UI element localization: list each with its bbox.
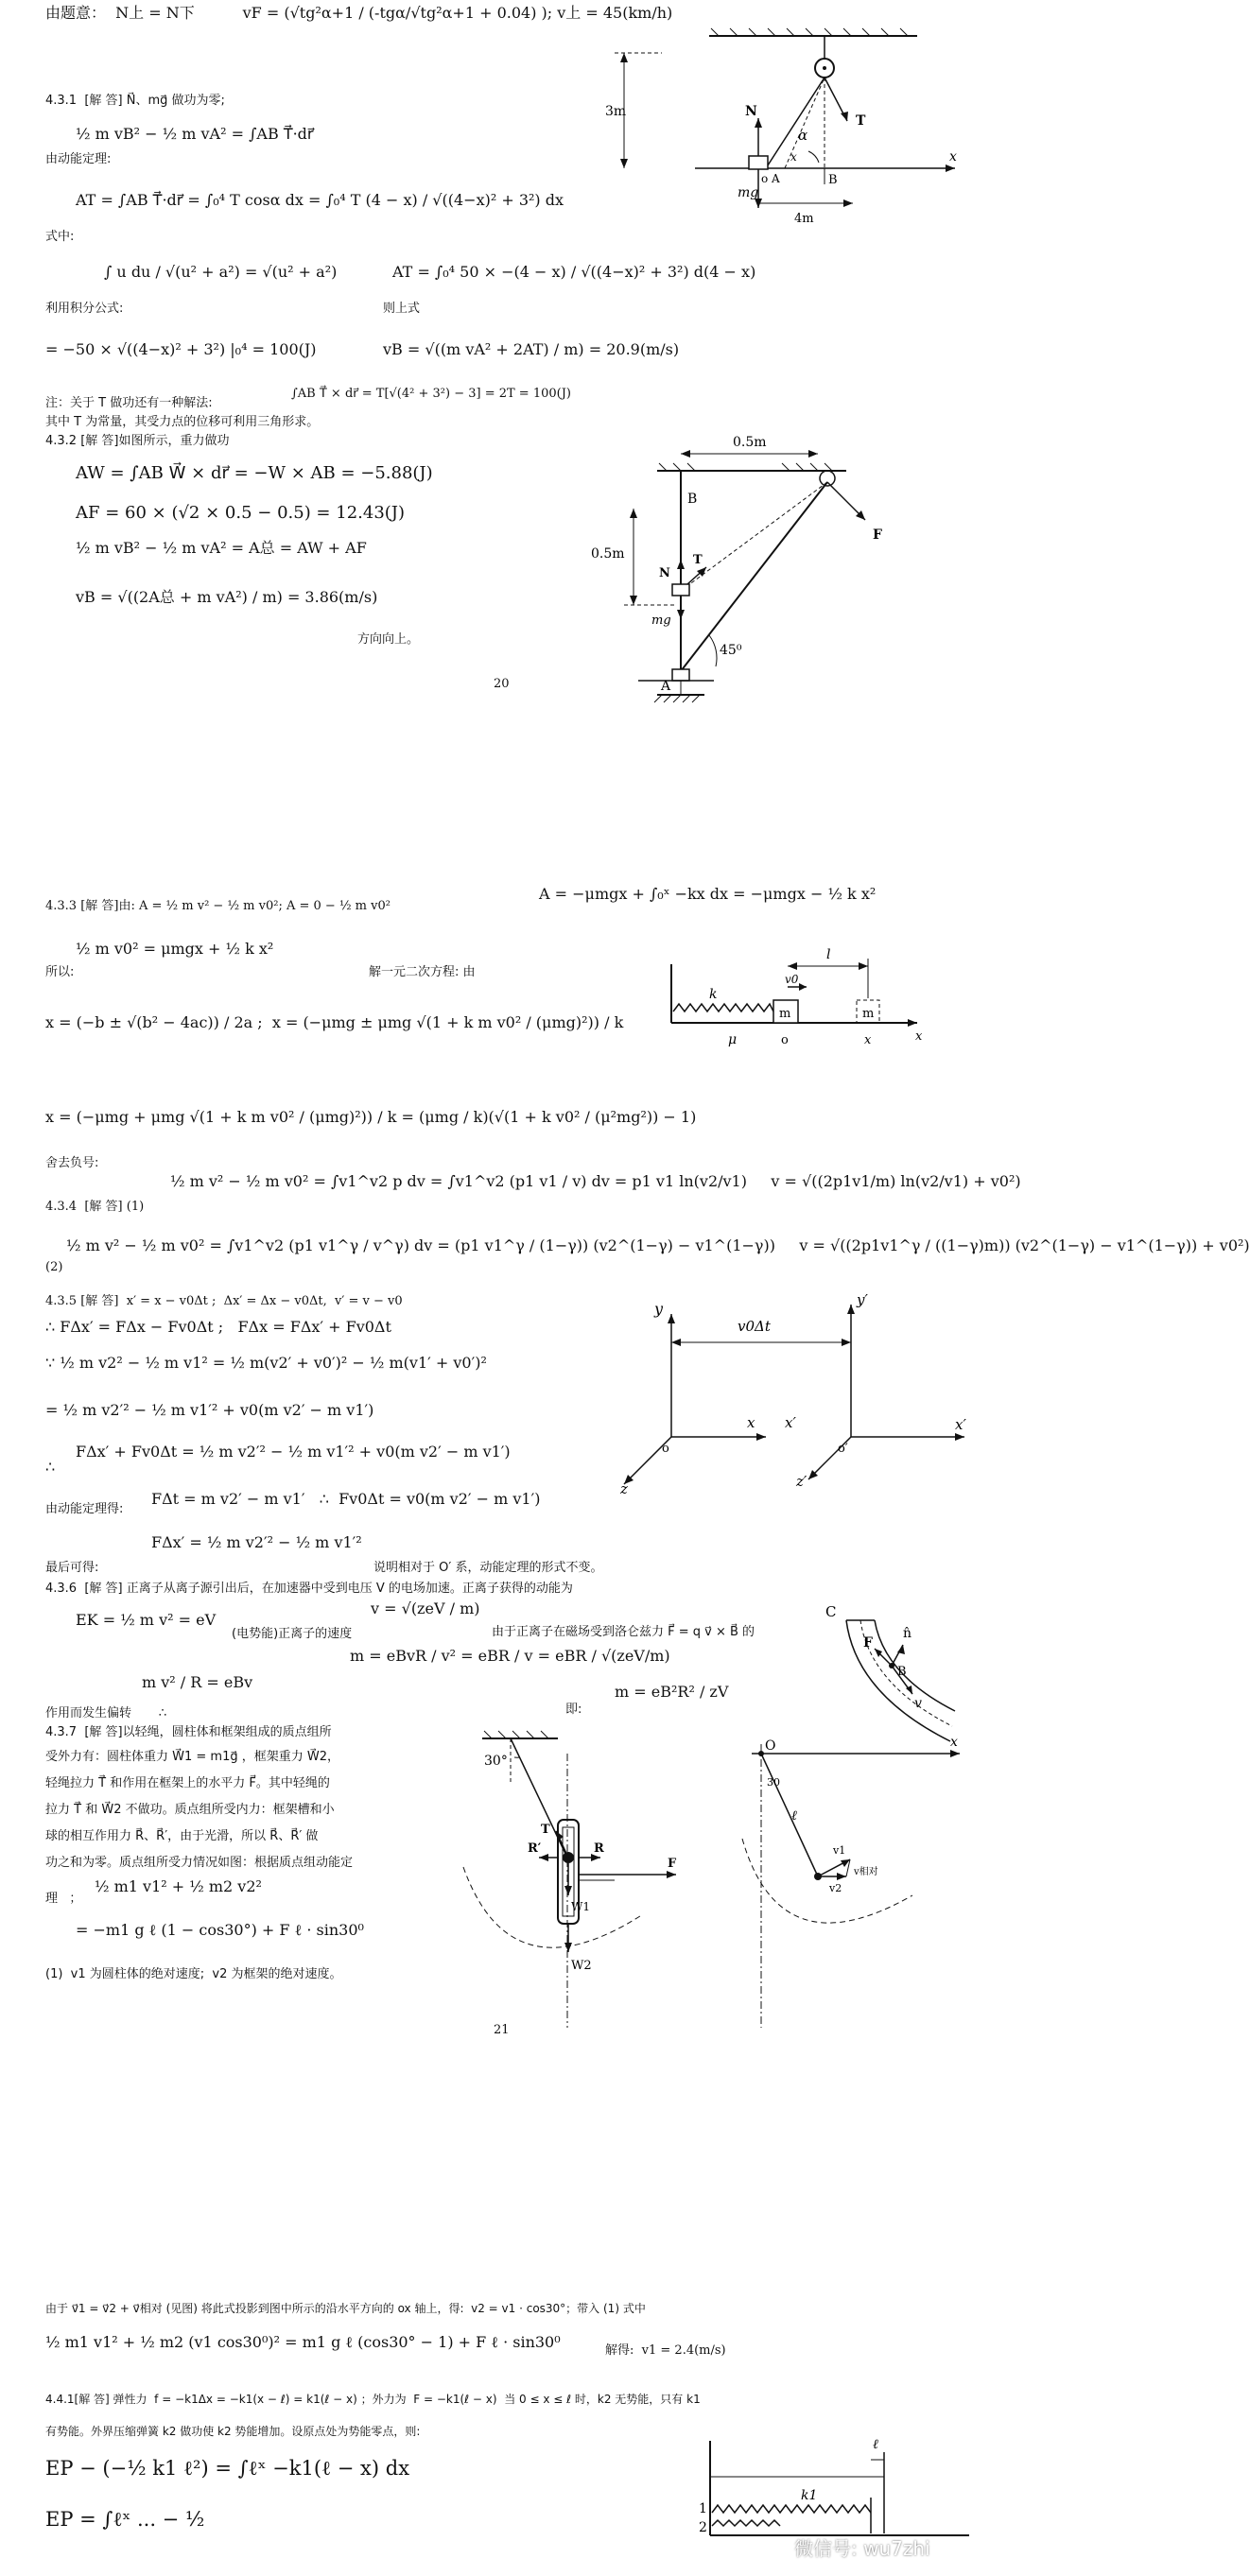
fig1-height-label: 3m [605,104,627,119]
fig7-x: x [950,1735,958,1750]
fig2-top-distance: 0.5m [733,435,767,450]
fig4-v0t: v0Δt [738,1318,771,1335]
equation-7: ½ m vB² − ½ m vA² = A总 = AW + AF [76,539,367,557]
fig3-x: x [864,1033,872,1047]
fig4-o: o [662,1442,669,1456]
fig4-zp: z′ [796,1473,807,1490]
fig1-tension-label: T [856,113,866,129]
note-2: 其中 T 为常量，其受力点的位移可利用三角形求。 [45,415,320,429]
fig4-xp2: x′ [955,1416,966,1433]
heading-4-3-2: 4.3.2 [解 答]如图所示，重力做功 [45,434,230,448]
fig7-angle: 30 [767,1776,780,1789]
p3-equation-2: EP − (−½ k1 ℓ²) = ∫ℓˣ −k1(ℓ − x) dx [45,2457,410,2480]
fig4-yp: y′ [857,1291,868,1308]
fig5-n: n̂ [903,1626,912,1641]
equation-6: AF = 60 × (√2 × 0.5 − 0.5) = 12.43(J) [76,503,406,523]
equation-kinetic-energy: EK = ½ m v² = eV [76,1611,217,1629]
fig1-origin-label: o [761,172,769,185]
equation-system-kinetic: ½ m1 v1² + ½ m2 v2² [95,1877,262,1895]
figure-pulley-block [605,28,964,246]
fig6-angle: 30° [484,1754,508,1769]
text-line-3: 拉力 T⃗ 和 W⃗2 不做功。质点组所受内力：框架槽和小 [45,1803,335,1817]
text-line-4: 球的相互作用力 R⃗、R⃗′，由于光滑，所以 R⃗、R⃗′ 做 [45,1829,319,1843]
page-2 [0,870,1250,2165]
fig7-l: ℓ [791,1808,797,1824]
equation-2: AT = ∫AB T⃗·dr⃗ = ∫₀⁴ T cosα dx = ∫₀⁴ T (4 − x) / √((4−x)² + 3²) dx [76,191,564,209]
fig3-l: l [826,947,831,962]
fig1-alpha: α [798,127,808,144]
fig4-xp: x′ [785,1414,796,1431]
fig2-tension: T [693,553,703,567]
equation-expanded: = ½ m v2′² − ½ m v1′² + v0(m v2′ − m v1′) [45,1401,374,1419]
p3-text-2: 有势能。外界压缩弹簧 k2 做功使 k2 势能增加。设原点处为势能零点，则: [45,2425,421,2438]
page-1 [0,0,992,718]
intro-line: 由题意： N上 = N下 vF = (√tg²α+1 / (-tgα/√tg²α+1 + 0.04) ); v上 = 45(km/h) [45,4,673,22]
equation-force-displacement: ∴ FΔx′ = FΔx − Fv0Δt ; FΔx = FΔx′ + Fv0Δt [45,1318,391,1336]
fig8-two: 2 [699,2520,707,2535]
fig7-o: O [765,1738,776,1754]
figure-reference-frames [586,1286,983,1513]
text-line-6: 理 ； [45,1892,82,1906]
text-line-2: 轻绳拉力 T⃗ 和作用在框架上的水平力 F⃗。其中轻绳的 [45,1776,330,1790]
fig3-mu: μ [728,1032,738,1047]
figure-cylinder-frame [454,1725,738,2037]
equation-momentum: FΔt = m v2′ − m v1′ ∴ Fv0Δt = v0(m v2′ − m v1′) [151,1490,541,1508]
heading-4-3-7: 4.3.7 [解 答]以轻绳，圆柱体和框架组成的质点组所 [45,1725,332,1739]
equation-quadratic: x = (−b ± √(b² − 4ac)) / 2a ; x = (−μmg ± μmg √(1 + k m v0² / (μmg)²)) / k [45,1013,624,1031]
label-therefore: ∴ [45,1458,56,1476]
fig8-one: 1 [699,2501,707,2516]
fig5-b: B [897,1665,907,1679]
equation-energy-balance: ½ m v0² = μmgx + ½ k x² [76,940,274,958]
label-namely: 即: [565,1703,582,1717]
fig4-op: o′ [838,1442,848,1456]
text-line-7: (1) v1 为圆柱体的绝对速度; v2 为框架的绝对速度。 [45,1967,342,1981]
equation-4b: vB = √((m vA² + 2AT) / m) = 20.9(m/s) [383,340,680,358]
fig1-point-a: A [772,172,780,185]
equation-work-spring: A = −μmgx + ∫₀ˣ −kx dx = −μmgx − ½ k x² [539,885,877,903]
heading-4-3-1: 4.3.1 [解 答] N⃗、mg⃗ 做功为零; [45,94,225,108]
fig1-weight-label: mg [738,185,759,200]
label-ion-speed: (电势能)正离子的速度 [232,1627,353,1641]
watermark: 微信号: wu7zhi [794,2537,930,2560]
fig8-k1: k1 [801,2488,818,2503]
equation-final: FΔx′ = ½ m v2′² − ½ m v1′² [151,1533,362,1551]
equation-isothermal: ½ m v² − ½ m v0² = ∫v1^v2 p dv = ∫v1^v2 (p1 v1 / v) dv = p1 v1 ln(v2/v1) v = √((2p1v1/m) ln(v2/v1) + v0²) [170,1172,1021,1190]
p3-equation-1: ½ m1 v1² + ½ m2 (v1 cos30⁰)² = m1 g ℓ (cos30° − 1) + F ℓ · sin30⁰ [45,2333,561,2351]
text-line-5: 功之和为零。质点组所受力情况如图：根据质点组动能定 [45,1856,354,1870]
fig1-x-pos: x [790,150,797,164]
equation-8: vB = √((2A总 + m vA²) / m) = 3.86(m/s) [76,588,378,606]
fig2-angle: 45⁰ [720,643,742,658]
fig3-x-axis: x [915,1029,923,1044]
label-finally: 最后可得: [45,1561,99,1575]
fig2-force: F [873,527,882,543]
fig3-m: m [779,1007,791,1021]
label-then: 则上式 [383,302,421,316]
note-1-formula: ∫AB T⃗ × dr⃗ = T[√(4² + 3²) − 3] = 2T = 100(J) [291,387,571,401]
equation-1: ½ m vB² − ½ m vA² = ∫AB T⃗·dr⃗ [76,125,314,143]
fig1-x-axis: x [949,149,957,164]
label-lorentz: 由于正离子在磁场受到洛仑兹力 F⃗ = q v⃗ × B⃗ 的 [492,1625,755,1639]
figure-double-spring [695,2431,979,2540]
fig1-point-b: B [828,173,838,187]
label-frame-invariant: 说明相对于 O′ 系，动能定理的形式不变。 [373,1561,603,1575]
equation-mass-final: m = eB²R² / zV [615,1683,729,1701]
heading-4-3-4: 4.3.4 [解 答] (1) [45,1200,145,1214]
fig2-weight: mg [651,614,671,628]
fig5-f: F [863,1635,873,1651]
fig2-point-a: A [661,679,671,694]
equation-solution: x = (−μmg + μmg √(1 + k m v0² / (μmg)²)) / k = (μmg / k)(√(1 + k v0² / (μ²mg²)) − 1) [45,1108,697,1126]
equation-centripetal: m v² / R = eBv [142,1673,253,1691]
fig4-y: y [654,1300,664,1318]
page-number-21: 21 [494,2023,510,2037]
equation-4: = −50 × √((4−x)² + 3²) |₀⁴ = 100(J) [45,340,317,358]
fig6-w1: W1 [571,1900,590,1913]
equation-5: AW = ∫AB W⃗ × dr⃗ = −W × AB = −5.88(J) [76,463,433,483]
p3-text-1: 由于 v⃗1 = v⃗2 + v⃗相对 (见图) 将此式投影到图中所示的沿水平方向的 ox 轴上，得: v2 = v1 · cos30°；带入 (1) 式中 [45,2302,646,2315]
fig5-c: C [825,1603,837,1620]
fig2-vertical-distance: 0.5m [591,546,625,562]
fig2-normal: N [659,566,670,580]
p3-equation-1b: 解得: v1 = 2.4(m/s) [605,2343,726,2358]
fig1-distance: 4m [794,212,814,226]
fig1-normal-label: N [745,104,757,119]
equation-system-work: = −m1 g ℓ (1 − cos30°) + F ℓ · sin30⁰ [76,1921,364,1939]
fig3-m-dashed: m [862,1007,875,1021]
text-line-1: 受外力有：圆柱体重力 W⃗1 = m1g⃗ ，框架重力 W⃗2， [45,1750,339,1764]
figure-velocity-decomposition [742,1725,969,2028]
label-kinetic-theorem-2: 由动能定理得: [45,1502,124,1516]
fig8-l: ℓ [873,2437,878,2452]
page-3 [0,2297,992,2576]
equation-mass: m = eBvR / v² = eBR / v = eBR / √(zeV/m) [350,1647,670,1665]
equation-combined: FΔx′ + Fv0Δt = ½ m v2′² − ½ m v1′² + v0(m v2′ − m v1′) [76,1443,511,1461]
fig5-v: v [914,1696,922,1711]
equation-kinetic-difference: ∵ ½ m v2² − ½ m v1² = ½ m(v2′ + v0′)² − ½ m(v1′ + v0′)² [45,1354,487,1372]
note-1: 注：关于 T 做功还有一种解法: [45,396,213,410]
fig7-v2: v2 [829,1882,842,1894]
label-deflection: 作用而发生偏转 ∴ [45,1706,167,1720]
label-kinetic-theorem: 由动能定理: [45,152,112,166]
equation-3b: AT = ∫₀⁴ 50 × −(4 − x) / √((4−x)² + 3²) d(4 − x) [392,263,756,281]
label-part-2: (2) [45,1260,63,1274]
equation-3: ∫ u du / √(u² + a²) = √(u² + a²) [104,263,338,281]
label-where: 式中: [45,230,75,244]
fig2-point-b: B [687,492,698,507]
equation-adiabatic: ½ m v² − ½ m v0² = ∫v1^v2 (p1 v1^γ / v^γ) dv = (p1 v1^γ / (1−γ)) (v2^(1−γ) − v1^(1−γ)) v = √((2p1v1^γ / ((1−γ)m)) (v2^(1−γ) − v1^(1−γ)) + v0²) [66,1236,1250,1254]
fig6-force: F [668,1857,677,1871]
equation-ion-speed: v = √(zeV / m) [371,1599,480,1617]
heading-4-3-5: 4.3.5 [解 答] x′ = x − v0Δt ; Δx′ = Δx − v0Δt, v′ = v − v0 [45,1294,403,1308]
label-so: 所以: [45,965,75,979]
fig6-w2: W2 [571,1959,592,1973]
fig3-k: k [709,987,718,1002]
fig7-vr: v相对 [854,1867,878,1877]
fig7-v1: v1 [833,1844,846,1857]
fig3-v0: v0 [785,973,799,986]
figure-frame-45 [582,425,931,704]
heading-4-4-1: 4.4.1[解 答] 弹性力 f = −k1Δx = −k1(x − ℓ) = k1(ℓ − x) ；外力为 F = −k1(ℓ − x) 当 0 ≤ x ≤ ℓ 时，k2 无势能，只有 k1 [45,2393,701,2406]
fig4-z: z [620,1480,628,1497]
label-drop-negative: 舍去负号: [45,1156,99,1170]
label-integral-formula: 利用积分公式: [45,302,124,316]
direction-note: 方向向上。 [357,632,420,647]
heading-4-3-3: 4.3.3 [解 答]由: A = ½ m v² − ½ m v0²; A = 0 − ½ m v0² [45,899,391,913]
heading-4-3-6: 4.3.6 [解 答] 正离子从离子源引出后，在加速器中受到电压 V 的电场加速。正离子获得的动能为 [45,1582,573,1596]
fig6-r: R [594,1841,604,1856]
page-number-20: 20 [494,677,510,691]
figure-spring-block [652,945,927,1059]
label-quadratic: 解一元二次方程: 由 [369,965,476,979]
fig6-rp: R′ [528,1841,542,1856]
p3-equation-3: EP = ∫ℓˣ ... − ½ [45,2508,205,2531]
fig4-x: x [747,1414,755,1431]
fig6-tension: T [541,1823,550,1837]
fig3-o: o [781,1033,789,1047]
